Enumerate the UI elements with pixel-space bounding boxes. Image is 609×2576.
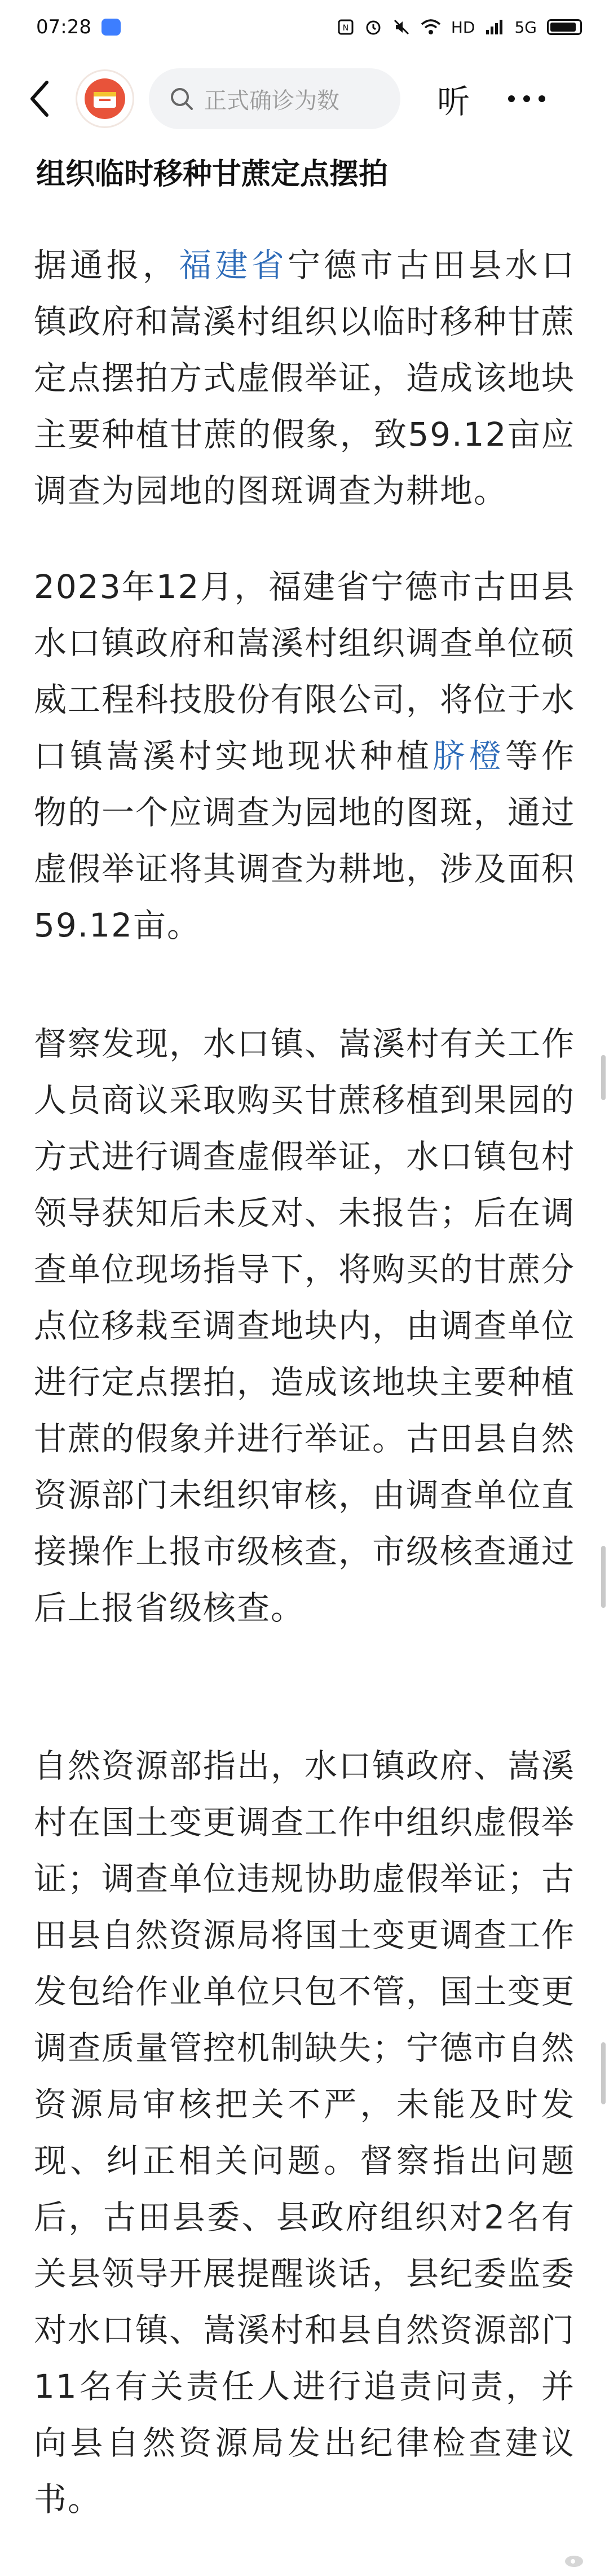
scrollbar-thumb-middle <box>601 1546 606 1608</box>
mute-icon <box>392 17 411 37</box>
link-navel-orange[interactable]: 脐橙 <box>433 737 505 775</box>
hd-label: HD <box>451 17 475 37</box>
app-logo[interactable] <box>76 69 134 128</box>
paragraph-2-after: 等作物的一个应调查为园地的图斑，通过虚假举证将其调查为耕地，涉及面积59.12亩。 <box>34 737 576 944</box>
paragraph-2 <box>34 559 575 953</box>
paragraph-4: 自然资源部指出，水口镇政府、嵩溪村在国土变更调查工作中组织虚假举证；调查单位违规协助虚假举证；古田县自然资源局将国土变更调查工作发包给作业单位只包不管，国土变更调查质量管控机制缺失；宁德市自然资源局审核把关不严，未能及时发现、纠正相关问题。督察指出问题后，古田县委、县政府组织对2名有关县领导开展提醒谈话，县纪委监委对水口镇、嵩溪村和县自然资源部门11名有关责任人进行追责问责，并向县自然资源局发出纪律检查建议书。 <box>34 1747 576 2518</box>
paragraph-3: 督察发现，水口镇、嵩溪村有关工作人员商议采取购买甘蔗移植到果园的方式进行调查虚假举证，水口镇包村领导获知后未反对、未报告；后在调查单位现场指导下，将购买的甘蔗分点位移栽至调查地块内，由调查单位进行定点摆拍，造成该地块主要种植甘蔗的假象并进行举证。古田县自然资源部门未组织审核，由调查单位直接操作上报市级核查，市级核查通过后上报省级核查。 <box>34 1025 576 1627</box>
scrollbar-thumb-upper <box>601 1055 606 1100</box>
app-logo-icon <box>82 76 127 121</box>
search-box[interactable] <box>149 68 400 129</box>
listen-button[interactable]: 听 <box>436 82 470 121</box>
article-title: 组织临时移种甘蔗定点摆拍 <box>36 157 389 191</box>
search-icon <box>169 86 194 111</box>
scrollbar-thumb-lower <box>601 2042 606 2104</box>
signal-icon <box>485 17 504 37</box>
paragraph-1-before: 据通报， <box>34 246 179 284</box>
paragraph-1-after: 宁德市古田县水口镇政府和嵩溪村组织以临时移种甘蔗定点摆拍方式虚假举证，造成该地块主要种植甘蔗的假象，致59.12亩应调查为园地的图斑调查为耕地。 <box>34 246 576 510</box>
status-right <box>337 17 582 37</box>
watermark <box>564 2550 586 2568</box>
nav-bar <box>0 62 609 135</box>
battery-icon <box>547 19 582 35</box>
more-dots-icon <box>507 94 546 103</box>
weibo-watermark-icon <box>564 2550 586 2568</box>
status-left <box>36 16 121 38</box>
paragraph-1 <box>34 237 575 519</box>
back-arrow-icon <box>28 79 50 118</box>
search-placeholder: 正式确诊为数 <box>204 87 339 114</box>
paragraph-2-before: 2023年12月，福建省宁德市古田县水口镇政府和嵩溪村组织调查单位硕威工程科技股份有限公司，将位于水口镇嵩溪村实地现状种植 <box>34 568 576 775</box>
alarm-icon <box>364 17 382 37</box>
notification-app-icon <box>102 19 121 36</box>
more-button[interactable] <box>498 68 555 130</box>
signal-5g-label: 5G <box>514 17 537 37</box>
svg-text:N: N <box>342 24 349 33</box>
status-time: 07:28 <box>36 16 91 38</box>
wifi-icon <box>421 17 441 37</box>
link-fujian[interactable]: 福建省 <box>179 246 288 284</box>
status-bar <box>0 0 609 54</box>
back-button[interactable] <box>14 68 64 130</box>
nfc-icon <box>337 17 354 37</box>
